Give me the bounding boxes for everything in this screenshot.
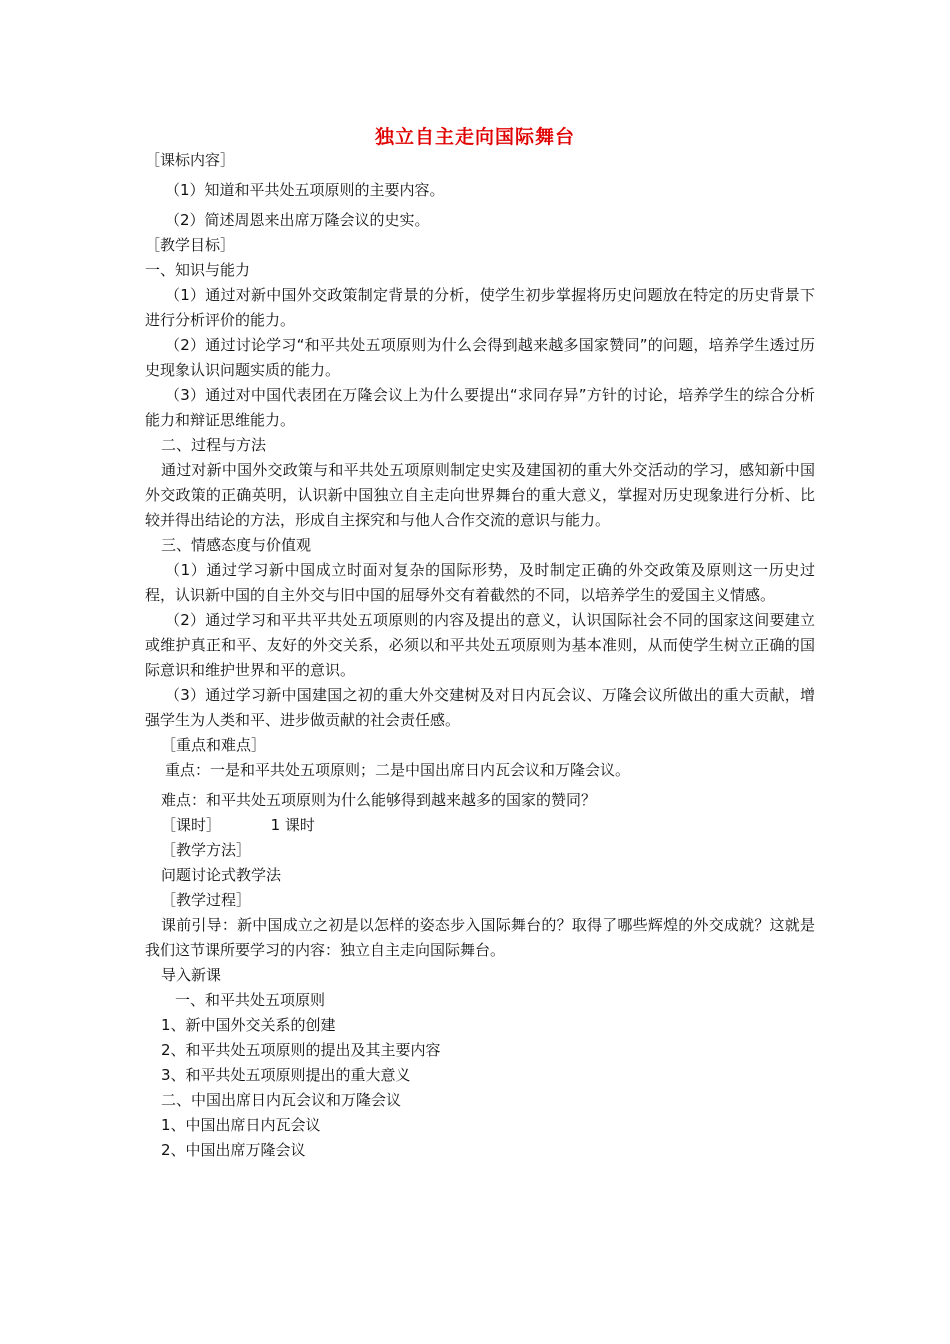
s2-paragraph-1: 通过对新中国外交政策与和平共处五项原则制定史实及建国初的重大外交活动的学习，感知新中国外交政策的正确英明，认识新中国独立自主走向世界舞台的重大意义，掌握对历史现象进行分析、比较并得出结论的方法，形成自主探究和与他人合作交流的意识与能力。	[145, 461, 815, 529]
part1-item-1: 1、新中国外交关系的创建	[161, 1016, 336, 1034]
part1-item-3: 3、和平共处五项原则提出的重大意义	[161, 1066, 411, 1084]
new-lesson-intro: 导入新课	[161, 966, 222, 984]
teaching-process-header: ［教学过程］	[161, 891, 252, 909]
mubiao-header: ［教学目标］	[145, 236, 236, 254]
part2-item-2: 2、中国出席万隆会议	[161, 1141, 306, 1159]
pre-class-guide: 课前引导：新中国成立之初是以怎样的姿态步入国际舞台的？取得了哪些辉煌的外交成就？这就是我们这节课所要学习的内容：独立自主走向国际舞台。	[145, 916, 815, 959]
teaching-method-value: 问题讨论式教学法	[161, 866, 282, 884]
section1-title: 一、知识与能力	[145, 261, 251, 279]
class-hours-value: 1 课时	[270, 816, 315, 834]
s3-paragraph-1: （1）通过学习新中国成立时面对复杂的国际形势，及时制定正确的外交政策及原则这一历史过程，认识新中国的自主外交与旧中国的屈辱外交有着截然的不同，以培养学生的爱国主义情感。	[145, 561, 815, 604]
section3-title: 三、情感态度与价值观	[161, 536, 312, 554]
zhongdian-header: ［重点和难点］	[161, 736, 267, 754]
document-body	[145, 148, 815, 1163]
kebiao-item-2: （2）简述周恩来出席万隆会议的史实。	[165, 211, 430, 229]
class-hours-row	[145, 813, 815, 838]
teaching-method-header: ［教学方法］	[161, 841, 252, 859]
part2-item-1: 1、中国出席日内瓦会议	[161, 1116, 321, 1134]
s1-paragraph-2: （2）通过讨论学习“和平共处五项原则为什么会得到越来越多国家赞同”的问题，培养学生透过历史现象认识问题实质的能力。	[145, 336, 815, 379]
section2-title: 二、过程与方法	[161, 436, 267, 454]
s3-paragraph-3: （3）通过学习新中国建国之初的重大外交建树及对日内瓦会议、万隆会议所做出的重大贡献，增强学生为人类和平、进步做贡献的社会责任感。	[145, 686, 815, 729]
class-hours-header: ［课时］	[161, 816, 222, 834]
s1-paragraph-3: （3）通过对中国代表团在万隆会议上为什么要提出“求同存异”方针的讨论，培养学生的综合分析能力和辩证思维能力。	[145, 386, 815, 429]
document-title: 独立自主走向国际舞台	[374, 126, 575, 148]
s1-paragraph-1: （1）通过对新中国外交政策制定背景的分析，使学生初步掌握将历史问题放在特定的历史背景下进行分析评价的能力。	[145, 286, 815, 329]
difficult-point: 难点：和平共处五项原则为什么能够得到越来越多的国家的赞同？	[161, 791, 597, 809]
key-point: 重点：一是和平共处五项原则；二是中国出席日内瓦会议和万隆会议。	[165, 761, 631, 779]
part1-item-2: 2、和平共处五项原则的提出及其主要内容	[161, 1041, 441, 1059]
part2-title: 二、中国出席日内瓦会议和万隆会议	[161, 1091, 402, 1109]
kebiao-header: ［课标内容］	[145, 151, 236, 169]
s3-paragraph-2: （2）通过学习和平共平共处五项原则的内容及提出的意义，认识国际社会不同的国家这间要建立或维护真正和平、友好的外交关系，必须以和平共处五项原则为基本准则，从而使学生树立正确的国际意识和维护世界和平的意识。	[145, 611, 815, 679]
kebiao-item-1: （1）知道和平共处五项原则的主要内容。	[165, 181, 445, 199]
part1-title: 一、和平共处五项原则	[175, 991, 326, 1009]
